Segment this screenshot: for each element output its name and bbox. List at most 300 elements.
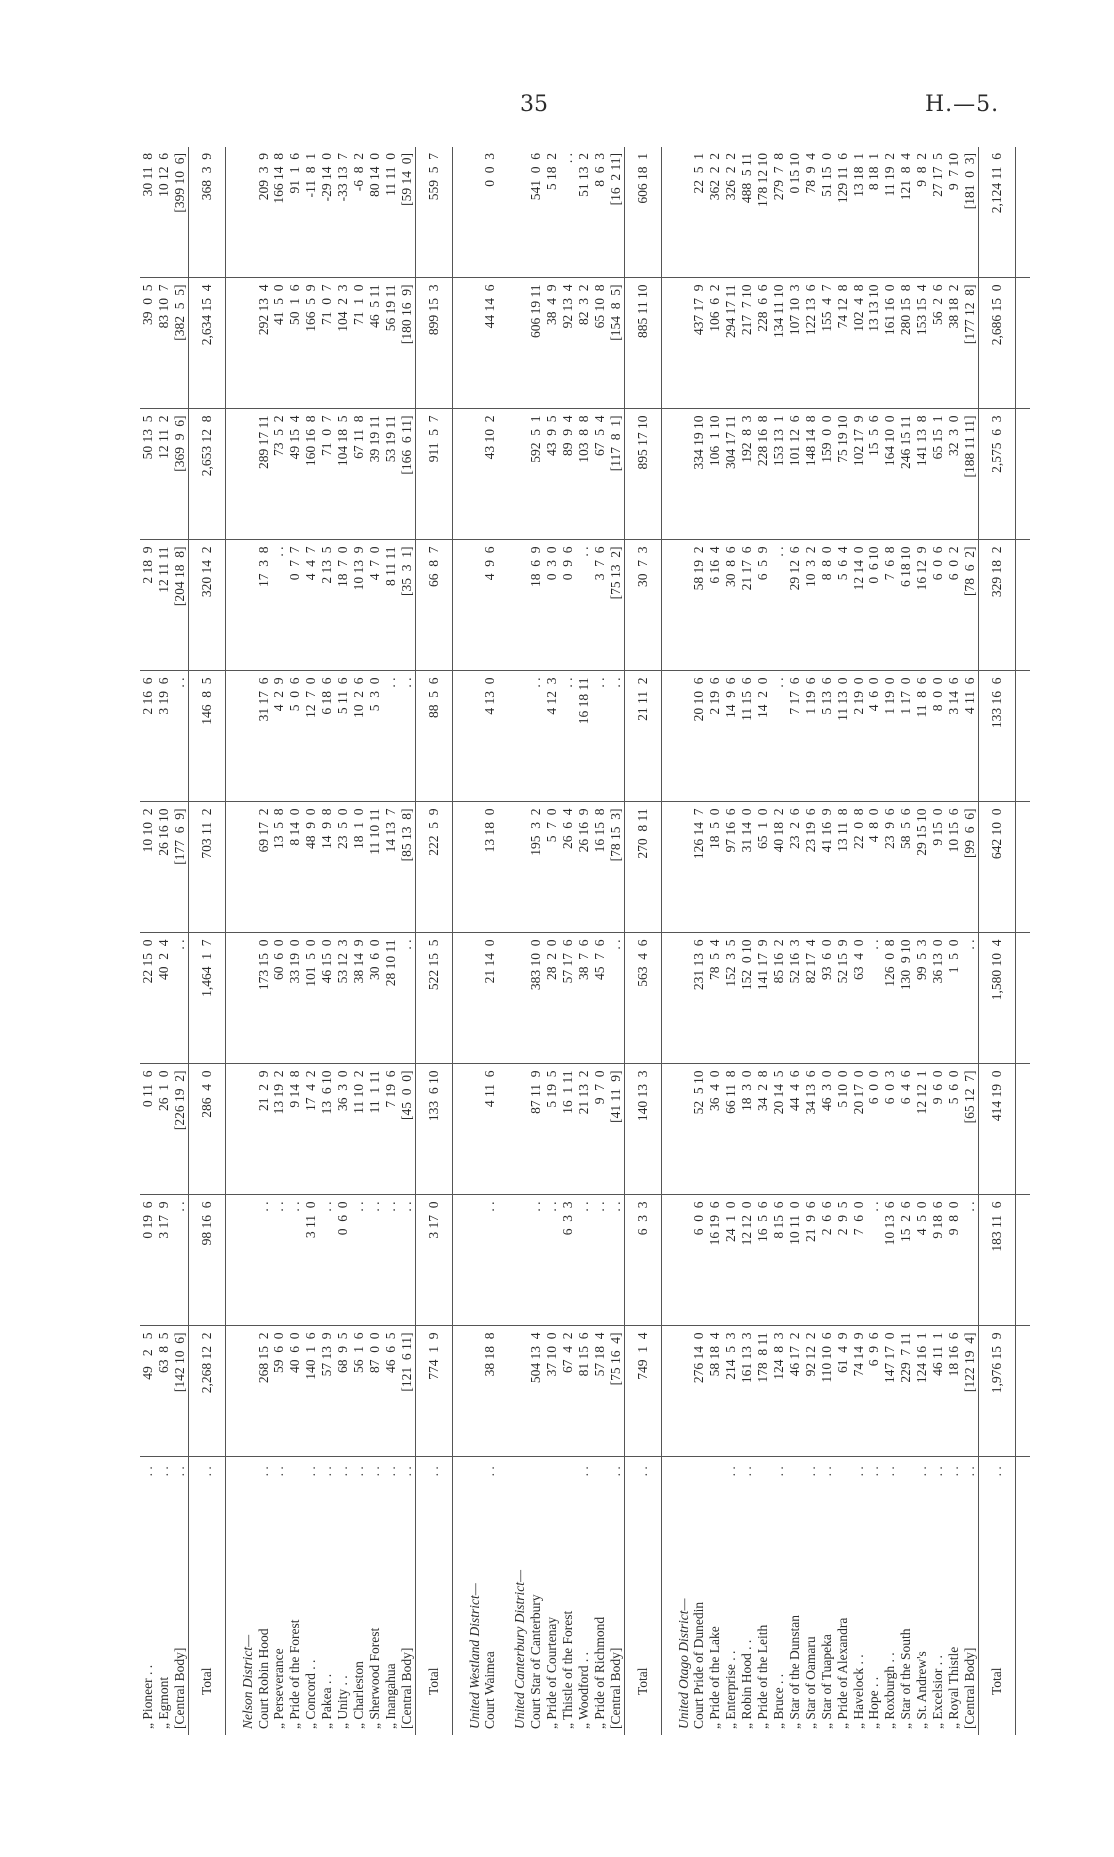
amount-cell: 28 10 11 bbox=[383, 933, 399, 1064]
table-row bbox=[383, 147, 399, 1735]
amount-cell: 292 13 4 bbox=[256, 278, 272, 409]
amount-cell: [121 6 11] bbox=[399, 1326, 415, 1457]
gap-cell bbox=[1015, 671, 1030, 802]
amount-cell: 126 14 7 bbox=[691, 802, 707, 933]
total-row bbox=[978, 147, 1015, 1735]
court-name: „ Royal Thistle bbox=[945, 1646, 961, 1729]
table-row bbox=[914, 147, 930, 1735]
amount-cell: 103 8 8 bbox=[576, 409, 592, 540]
court-name: „ Star of Oamaru bbox=[802, 1636, 818, 1729]
amount-cell: 13 5 8 bbox=[271, 802, 287, 933]
amount-cell: 44 14 6 bbox=[482, 278, 498, 409]
amount-cell: 106 1 10 bbox=[707, 409, 723, 540]
empty-cell bbox=[676, 671, 692, 802]
gap-cell bbox=[452, 671, 467, 802]
amount-cell: 46 3 0 bbox=[819, 1064, 835, 1195]
amount-cell: 52 15 9 bbox=[835, 933, 851, 1064]
gap-cell bbox=[1015, 1326, 1030, 1457]
amount-cell: 2 19 6 bbox=[707, 671, 723, 802]
amount-cell: 7 17 6 bbox=[787, 671, 803, 802]
gap-cell bbox=[498, 1064, 512, 1195]
gap-cell bbox=[225, 409, 240, 540]
amount-cell: 6 0 6 bbox=[691, 1195, 707, 1326]
amount-cell: 304 17 11 bbox=[723, 409, 739, 540]
amount-cell: 141 17 9 bbox=[755, 933, 771, 1064]
amount-cell: 334 19 10 bbox=[691, 409, 707, 540]
amount-cell: 10 13 9 bbox=[351, 540, 367, 671]
amount-cell: 2 9 5 bbox=[835, 1195, 851, 1326]
amount-cell: [65 12 7] bbox=[962, 1064, 978, 1195]
leader-dots: . . bbox=[303, 1466, 319, 1477]
court-name: „ Robin Hood . . bbox=[739, 1639, 755, 1729]
amount-cell: . . bbox=[287, 1195, 303, 1326]
amount-cell: 1 17 0 bbox=[898, 671, 914, 802]
amount-cell: . . bbox=[367, 1195, 383, 1326]
total-amount-cell: 66 8 7 bbox=[415, 540, 452, 671]
leader-dots: . . bbox=[739, 1466, 755, 1477]
amount-cell: 276 14 0 bbox=[691, 1326, 707, 1457]
amount-cell: . . bbox=[962, 1195, 978, 1326]
court-name: „ Woodford . . bbox=[575, 1651, 591, 1729]
court-name: „ Enterprise . . bbox=[723, 1650, 739, 1729]
amount-cell: [204 18 8] bbox=[172, 540, 188, 671]
total-amount-cell: 286 4 0 bbox=[188, 1064, 225, 1195]
amount-cell: 53 19 11 bbox=[383, 409, 399, 540]
gap-cell bbox=[498, 671, 512, 802]
amount-cell: . . bbox=[383, 671, 399, 802]
amount-cell: 195 3 2 bbox=[528, 802, 544, 933]
amount-cell: 504 13 4 bbox=[528, 1326, 544, 1457]
leader-dots: . . bbox=[350, 1466, 366, 1477]
amount-cell: 437 17 9 bbox=[691, 278, 707, 409]
amount-cell: 4 7 0 bbox=[367, 540, 383, 671]
amount-cell: 36 13 0 bbox=[930, 933, 946, 1064]
court-name: „ Concord . . bbox=[303, 1659, 319, 1729]
leader-dots: . . bbox=[802, 1466, 818, 1477]
amount-cell: 6 5 9 bbox=[755, 540, 771, 671]
court-name: „ Pakea . . bbox=[319, 1673, 335, 1729]
district-heading-row bbox=[240, 147, 256, 1735]
total-amount-cell: 2,634 15 4 bbox=[188, 278, 225, 409]
district-heading-row bbox=[467, 147, 483, 1735]
table-row bbox=[608, 147, 624, 1735]
amount-cell: 0 19 6 bbox=[140, 1195, 156, 1326]
amount-cell: 6 3 3 bbox=[560, 1195, 576, 1326]
section-gap bbox=[498, 147, 512, 1735]
amount-cell: 268 15 2 bbox=[256, 1326, 272, 1457]
court-name: „ Charleston bbox=[350, 1661, 366, 1729]
amount-cell: 8 0 0 bbox=[930, 671, 946, 802]
amount-cell: 66 11 8 bbox=[723, 1064, 739, 1195]
amount-cell: 73 5 2 bbox=[271, 409, 287, 540]
amount-cell: 34 13 6 bbox=[803, 1064, 819, 1195]
court-name: „ Star of Tuapeka bbox=[818, 1634, 834, 1729]
gap-cell bbox=[225, 147, 240, 278]
total-amount-cell: 146 8 5 bbox=[188, 671, 225, 802]
amount-cell: 16 18 11 bbox=[576, 671, 592, 802]
gap-cell bbox=[1015, 1064, 1030, 1195]
amount-cell: . . bbox=[771, 540, 787, 671]
total-label: Total bbox=[624, 1485, 661, 1735]
total-amount-cell: 774 1 9 bbox=[415, 1326, 452, 1457]
table-row bbox=[303, 147, 319, 1735]
amount-cell: 38 7 6 bbox=[576, 933, 592, 1064]
amount-cell: 228 6 6 bbox=[755, 278, 771, 409]
table-row bbox=[946, 147, 962, 1735]
gap-cell bbox=[225, 1457, 240, 1735]
court-name: Court Pride of Dunedin bbox=[691, 1601, 707, 1729]
leader-dots: . . bbox=[482, 1466, 498, 1477]
gap-cell bbox=[661, 1064, 676, 1195]
amount-cell: 14 13 7 bbox=[383, 802, 399, 933]
amount-cell: 104 18 5 bbox=[335, 409, 351, 540]
table-row bbox=[771, 147, 787, 1735]
amount-cell: 16 5 6 bbox=[755, 1195, 771, 1326]
court-name: „ Thistle of the Forest bbox=[560, 1610, 576, 1729]
amount-cell: 71 0 7 bbox=[319, 409, 335, 540]
gap-cell bbox=[225, 671, 240, 802]
court-name: „ Unity . . bbox=[335, 1675, 351, 1729]
gap-cell bbox=[225, 1326, 240, 1457]
amount-cell: 153 13 1 bbox=[771, 409, 787, 540]
amount-cell: 383 10 0 bbox=[528, 933, 544, 1064]
amount-cell: . . bbox=[560, 147, 576, 278]
gap-cell bbox=[498, 540, 512, 671]
amount-cell: . . bbox=[528, 1195, 544, 1326]
amount-cell: 30 8 6 bbox=[723, 540, 739, 671]
amount-cell: 13 18 0 bbox=[482, 802, 498, 933]
amount-cell: 18 5 0 bbox=[707, 802, 723, 933]
total-row bbox=[188, 147, 225, 1735]
empty-cell bbox=[467, 540, 483, 671]
table-row bbox=[140, 147, 156, 1735]
amount-cell: 18 3 0 bbox=[739, 1064, 755, 1195]
empty-cell bbox=[512, 933, 528, 1064]
amount-cell: . . bbox=[351, 1195, 367, 1326]
amount-cell: 18 16 6 bbox=[946, 1326, 962, 1457]
amount-cell: 0 7 7 bbox=[287, 540, 303, 671]
amount-cell: 67 11 8 bbox=[351, 409, 367, 540]
court-name: Court Star of Canterbury bbox=[528, 1594, 544, 1729]
amount-cell: . . bbox=[172, 671, 188, 802]
leader-dots bbox=[755, 1457, 771, 1485]
empty-cell bbox=[467, 147, 483, 278]
amount-cell: 21 17 6 bbox=[739, 540, 755, 671]
court-name: „ Roxburgh . . bbox=[882, 1652, 898, 1729]
amount-cell: 6 18 6 bbox=[319, 671, 335, 802]
amount-cell: [188 11 11] bbox=[962, 409, 978, 540]
amount-cell: 5 18 2 bbox=[544, 147, 560, 278]
amount-cell: [181 0 3] bbox=[962, 147, 978, 278]
court-name: „ Hope . . bbox=[866, 1676, 882, 1729]
amount-cell: 6 0 6 bbox=[930, 540, 946, 671]
gap-cell bbox=[661, 671, 676, 802]
rotated-register-table bbox=[140, 145, 1020, 1735]
total-amount-cell: 703 11 2 bbox=[188, 802, 225, 933]
amount-cell: 11 13 0 bbox=[835, 671, 851, 802]
amount-cell: 6 16 4 bbox=[707, 540, 723, 671]
amount-cell: 21 2 9 bbox=[256, 1064, 272, 1195]
total-amount-cell: 2,575 6 3 bbox=[978, 409, 1015, 540]
amount-cell: 4 9 6 bbox=[482, 540, 498, 671]
amount-cell: 12 14 0 bbox=[851, 540, 867, 671]
amount-cell: 78 5 4 bbox=[707, 933, 723, 1064]
amount-cell: 4 5 0 bbox=[914, 1195, 930, 1326]
table-row bbox=[528, 147, 544, 1735]
amount-cell: 192 8 3 bbox=[739, 409, 755, 540]
table-row bbox=[835, 147, 851, 1735]
amount-cell: 11 11 0 bbox=[383, 147, 399, 278]
amount-cell: 18 1 0 bbox=[351, 802, 367, 933]
gap-cell bbox=[452, 1195, 467, 1326]
amount-cell: 74 12 8 bbox=[835, 278, 851, 409]
total-amount-cell: 140 13 3 bbox=[624, 1064, 661, 1195]
amount-cell: 214 5 3 bbox=[723, 1326, 739, 1457]
leader-dots: . . bbox=[607, 1466, 623, 1477]
amount-cell: 14 9 8 bbox=[319, 802, 335, 933]
amount-cell: 9 7 10 bbox=[946, 147, 962, 278]
amount-cell: 155 4 7 bbox=[819, 278, 835, 409]
amount-cell: [16 2 11] bbox=[608, 147, 624, 278]
amount-cell: 93 6 0 bbox=[819, 933, 835, 1064]
amount-cell: 101 12 6 bbox=[787, 409, 803, 540]
empty-cell bbox=[240, 933, 256, 1064]
amount-cell: 10 10 2 bbox=[140, 802, 156, 933]
leader-dots: . . bbox=[850, 1466, 866, 1477]
amount-cell: . . bbox=[866, 933, 882, 1064]
amount-cell: 28 2 0 bbox=[544, 933, 560, 1064]
amount-cell: 20 17 0 bbox=[851, 1064, 867, 1195]
total-amount-cell: 3 17 0 bbox=[415, 1195, 452, 1326]
total-amount-cell: 414 19 0 bbox=[978, 1064, 1015, 1195]
gap-cell bbox=[661, 1326, 676, 1457]
total-amount-cell: 2,653 12 8 bbox=[188, 409, 225, 540]
court-name: „ Inangahua bbox=[382, 1663, 398, 1729]
gap-cell bbox=[498, 147, 512, 278]
amount-cell: 38 18 2 bbox=[946, 278, 962, 409]
gap-cell bbox=[498, 1195, 512, 1326]
total-amount-cell: 606 18 1 bbox=[624, 147, 661, 278]
amount-cell: 26 16 10 bbox=[156, 802, 172, 933]
empty-cell bbox=[512, 802, 528, 933]
amount-cell: [78 6 2] bbox=[962, 540, 978, 671]
amount-cell: 9 6 0 bbox=[930, 1064, 946, 1195]
empty-cell bbox=[240, 540, 256, 671]
amount-cell: 83 10 7 bbox=[156, 278, 172, 409]
amount-cell: 164 10 0 bbox=[882, 409, 898, 540]
leader-dots bbox=[544, 1457, 560, 1485]
amount-cell: 5 0 6 bbox=[287, 671, 303, 802]
amount-cell: 17 4 2 bbox=[303, 1064, 319, 1195]
empty-cell bbox=[467, 671, 483, 802]
gap-cell bbox=[452, 1457, 467, 1735]
total-amount-cell: 522 15 5 bbox=[415, 933, 452, 1064]
amount-cell: 15 2 6 bbox=[898, 1195, 914, 1326]
amount-cell: 26 6 4 bbox=[560, 802, 576, 933]
total-amount-cell: 749 1 4 bbox=[624, 1326, 661, 1457]
amount-cell: 60 6 0 bbox=[271, 933, 287, 1064]
amount-cell: 121 8 4 bbox=[898, 147, 914, 278]
amount-cell: 229 7 11 bbox=[898, 1326, 914, 1457]
table-row bbox=[851, 147, 867, 1735]
amount-cell: . . bbox=[592, 1195, 608, 1326]
amount-cell: 2 16 6 bbox=[140, 671, 156, 802]
amount-cell: 10 15 6 bbox=[946, 802, 962, 933]
amount-cell: 4 11 6 bbox=[482, 1064, 498, 1195]
table-row bbox=[351, 147, 367, 1735]
amount-cell: 10 11 0 bbox=[787, 1195, 803, 1326]
amount-cell: 0 0 3 bbox=[482, 147, 498, 278]
leader-dots: . . bbox=[624, 1457, 661, 1485]
section-gap bbox=[661, 147, 676, 1735]
amount-cell: 6 9 6 bbox=[866, 1326, 882, 1457]
court-name: „ Pride of the Leith bbox=[755, 1624, 771, 1729]
court-name: Court Robin Hood bbox=[255, 1628, 271, 1729]
friendly-societies-accounts-table bbox=[140, 147, 1030, 1735]
court-name: „ Pride of Courtenay bbox=[544, 1616, 560, 1729]
table-row bbox=[172, 147, 188, 1735]
amount-cell: 488 5 11 bbox=[739, 147, 755, 278]
amount-cell: . . bbox=[962, 933, 978, 1064]
district-heading: Nelson District— bbox=[239, 1634, 255, 1729]
amount-cell: 2 19 0 bbox=[851, 671, 867, 802]
empty-cell bbox=[240, 671, 256, 802]
amount-cell: 24 1 0 bbox=[723, 1195, 739, 1326]
gap-cell bbox=[661, 409, 676, 540]
amount-cell: 44 4 6 bbox=[787, 1064, 803, 1195]
amount-cell: 12 11 11 bbox=[156, 540, 172, 671]
table-row bbox=[271, 147, 287, 1735]
gap-cell bbox=[498, 278, 512, 409]
district-heading: United Westland District— bbox=[466, 1583, 482, 1729]
amount-cell: 40 6 0 bbox=[287, 1326, 303, 1457]
empty-cell bbox=[676, 278, 692, 409]
amount-cell: 326 2 2 bbox=[723, 147, 739, 278]
amount-cell: . . bbox=[560, 671, 576, 802]
amount-cell: 0 3 0 bbox=[544, 540, 560, 671]
amount-cell: [399 10 6] bbox=[172, 147, 188, 278]
amount-cell: 12 12 1 bbox=[914, 1064, 930, 1195]
amount-cell: 217 7 10 bbox=[739, 278, 755, 409]
amount-cell: 0 15 10 bbox=[787, 147, 803, 278]
empty-cell bbox=[676, 1326, 692, 1457]
amount-cell: [177 6 9] bbox=[172, 802, 188, 933]
table-row bbox=[482, 147, 498, 1735]
gap-cell bbox=[1015, 278, 1030, 409]
total-label: Total bbox=[978, 1485, 1015, 1735]
leader-dots bbox=[560, 1457, 576, 1485]
amount-cell: 85 16 2 bbox=[771, 933, 787, 1064]
amount-cell: 12 7 0 bbox=[303, 671, 319, 802]
empty-cell bbox=[676, 1064, 692, 1195]
amount-cell: 12 11 2 bbox=[156, 409, 172, 540]
leader-dots: . . bbox=[771, 1466, 786, 1477]
amount-cell: -6 8 2 bbox=[351, 147, 367, 278]
amount-cell: 63 8 5 bbox=[156, 1326, 172, 1457]
amount-cell: 16 19 6 bbox=[707, 1195, 723, 1326]
amount-cell: 159 0 0 bbox=[819, 409, 835, 540]
amount-cell: . . bbox=[172, 933, 188, 1064]
amount-cell: 7 6 8 bbox=[882, 540, 898, 671]
leader-dots bbox=[691, 1457, 707, 1485]
leader-dots bbox=[592, 1457, 608, 1485]
amount-cell: 53 12 3 bbox=[335, 933, 351, 1064]
gap-cell bbox=[225, 1064, 240, 1195]
table-row bbox=[319, 147, 335, 1735]
amount-cell: 78 9 4 bbox=[803, 147, 819, 278]
amount-cell: [166 6 11] bbox=[399, 409, 415, 540]
table-row bbox=[898, 147, 914, 1735]
amount-cell: . . bbox=[383, 1195, 399, 1326]
total-amount-cell: 559 5 7 bbox=[415, 147, 452, 278]
amount-cell: 13 11 8 bbox=[835, 802, 851, 933]
table-row bbox=[287, 147, 303, 1735]
gap-cell bbox=[498, 409, 512, 540]
amount-cell: 4 11 6 bbox=[962, 671, 978, 802]
gap-cell bbox=[225, 278, 240, 409]
amount-cell: . . bbox=[399, 671, 415, 802]
amount-cell: . . bbox=[608, 933, 624, 1064]
empty-cell bbox=[240, 1326, 256, 1457]
empty-cell bbox=[512, 671, 528, 802]
table-row bbox=[962, 147, 978, 1735]
amount-cell: 22 15 0 bbox=[140, 933, 156, 1064]
total-amount-cell: 21 11 2 bbox=[624, 671, 661, 802]
amount-cell: 41 16 9 bbox=[819, 802, 835, 933]
amount-cell: 31 17 6 bbox=[256, 671, 272, 802]
amount-cell: [85 13 8] bbox=[399, 802, 415, 933]
amount-cell: 65 10 8 bbox=[592, 278, 608, 409]
amount-cell: 92 12 2 bbox=[803, 1326, 819, 1457]
leader-dots: . . bbox=[575, 1466, 591, 1477]
court-name: „ Havelock . . bbox=[850, 1654, 866, 1729]
amount-cell: 5 7 0 bbox=[544, 802, 560, 933]
amount-cell: 8 6 3 bbox=[592, 147, 608, 278]
amount-cell: 46 6 5 bbox=[383, 1326, 399, 1457]
amount-cell: 65 15 1 bbox=[930, 409, 946, 540]
amount-cell: 152 3 5 bbox=[723, 933, 739, 1064]
total-amount-cell: 885 11 10 bbox=[624, 278, 661, 409]
amount-cell: 5 10 0 bbox=[835, 1064, 851, 1195]
gap-cell bbox=[498, 1457, 512, 1735]
amount-cell: 32 3 0 bbox=[946, 409, 962, 540]
table-row bbox=[592, 147, 608, 1735]
amount-cell: 36 3 0 bbox=[335, 1064, 351, 1195]
amount-cell: 11 19 2 bbox=[882, 147, 898, 278]
amount-cell: 30 6 0 bbox=[367, 933, 383, 1064]
amount-cell: 11 8 6 bbox=[914, 671, 930, 802]
empty-cell bbox=[676, 540, 692, 671]
amount-cell: -33 13 7 bbox=[335, 147, 351, 278]
amount-cell: 22 5 1 bbox=[691, 147, 707, 278]
empty-cell bbox=[240, 409, 256, 540]
court-name: „ Excelsior . . bbox=[930, 1655, 946, 1729]
empty-cell bbox=[676, 933, 692, 1064]
amount-cell: 43 10 2 bbox=[482, 409, 498, 540]
amount-cell: 6 0 0 bbox=[866, 1064, 882, 1195]
amount-cell: 91 1 6 bbox=[287, 147, 303, 278]
table-row bbox=[560, 147, 576, 1735]
district-heading-row bbox=[676, 147, 692, 1735]
leader-dots: . . bbox=[155, 1466, 171, 1477]
table-row bbox=[256, 147, 272, 1735]
amount-cell: 58 18 4 bbox=[707, 1326, 723, 1457]
gap-cell bbox=[225, 540, 240, 671]
amount-cell: [142 10 6] bbox=[172, 1326, 188, 1457]
amount-cell: 15 5 6 bbox=[866, 409, 882, 540]
court-name: „ Pride of the Forest bbox=[287, 1619, 303, 1729]
amount-cell: 80 14 0 bbox=[367, 147, 383, 278]
